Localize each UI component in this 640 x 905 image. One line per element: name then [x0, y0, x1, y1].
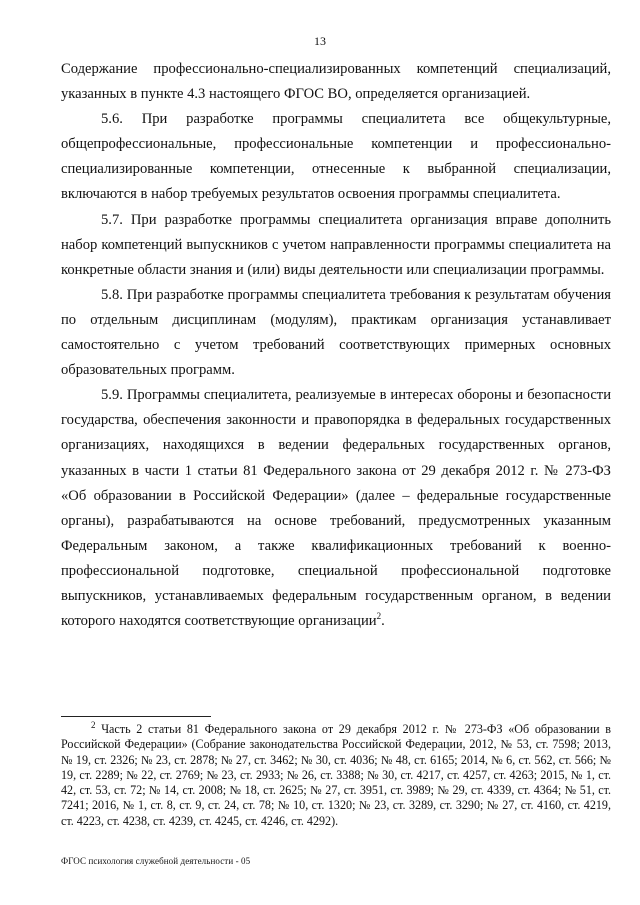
paragraph-5-7: 5.7. При разработке программы специалитета организация вправе дополнить набор компетенций выпускников с учетом направленности программы специалитета на конкретные области знания и (или) виды деятельности или специализации программы.	[61, 211, 611, 278]
footnote-separator	[61, 716, 211, 717]
paragraph-5-9-container: 5.9. Программы специалитета, реализуемые в интересах обороны и безопасности государства, обеспечения законности и правопорядка в федеральных государственных организациях, находящихся в ведении федеральных государственных органов, указанных в части 1 статьи 81 Федерального закона от 29 декабря 2012 г. № 273-ФЗ «Об образовании в Российской Федерации» (далее – федеральные государственные органы), разрабатываются на основе требований, предусмотренных указанным Федеральным законом, а также квалификационных требований к военно-профессиональной подготовке, специальной профессиональной подготовке выпускников, устанавливаемых федеральным государственным органом, в ведении которого находятся соответствующие организации$^2$.	[61, 387, 611, 630]
page-footer: ФГОС психология служебной деятельности - 05	[61, 856, 251, 866]
paragraph-5-9: 5.9. Программы специалитета, реализуемые в интересах обороны и безопасности государства, обеспечения законности и правопорядка в федеральных государственных организациях, находящихся в ведении федеральных государственных органов, указанных в части 1 статьи 81 Федерального закона от 29 декабря 2012 г. № 273-ФЗ «Об образовании в Российской Федерации» (далее – федеральные государственные органы), разрабатываются на основе требований, предусмотренных указанным Федеральным законом, а также квалификационных требований к военно-профессиональной подготовке, специальной профессиональной подготовке выпускников, устанавливаемых федеральным государственным органом, в ведении которого находятся соответствующие организации	[61, 387, 611, 630]
footnote-reference[interactable]: 2	[376, 611, 382, 622]
paragraph-5-8: 5.8. При разработке программы специалитета требования к результатам обучения по отдельным дисциплинам (модулям), практикам организация устанавливает самостоятельно с учетом требований соответствующих примерных основных образовательных программ.	[61, 286, 611, 379]
body-text	[61, 57, 611, 634]
footnote-paragraph	[61, 719, 611, 829]
paragraph-1: Содержание профессионально-специализированных компетенций специализаций, указанных в пункте 4.3 настоящего ФГОС ВО, определяется организацией.	[61, 61, 611, 103]
footnote-text: Часть 2 статьи 81 Федерального закона от 29 декабря 2012 г. № 273-ФЗ «Об образовании в Российской Федерации» (Собрание законодательства Российской Федерации, 2012, № 53, ст. 7598; 2013, № 19, ст. 2326; № 23, ст. 2878; № 27, ст. 3462; № 30, ст. 4036; № 48, ст. 6165; 2014, № 6, ст. 562, ст. 566; № 19, ст. 2289; № 22, ст. 2769; № 23, ст. 2933; № 26, ст. 3388; № 30, ст. 4217, ст. 4257, ст. 4263; 2015, № 1, ст. 42, ст. 53, ст. 72; № 14, ст. 2008; № 18, ст. 2625; № 27, ст. 3951, ст. 3989; № 29, ст. 4339, ст. 4364; № 51, ст. 7241; 2016, № 1, ст. 8, ст. 9, ст. 24, ст. 78; № 10, ст. 1320; № 23, ст. 3289, ст. 3290; № 27, ст. 4160, ст. 4219, ст. 4223, ст. 4238, ст. 4239, ст. 4245, ст. 4246, ст. 4292).	[61, 722, 611, 828]
footnote	[61, 719, 611, 829]
paragraph-5-6: 5.6. При разработке программы специалитета все общекультурные, общепрофессиональные, профессиональные компетенции и профессионально-специализированные компетенции, отнесенные к выбранной специализации, включаются в набор требуемых результатов освоения программы специалитета.	[61, 111, 611, 203]
footnote-marker: 2	[91, 719, 96, 730]
page-number: 13	[314, 34, 326, 48]
